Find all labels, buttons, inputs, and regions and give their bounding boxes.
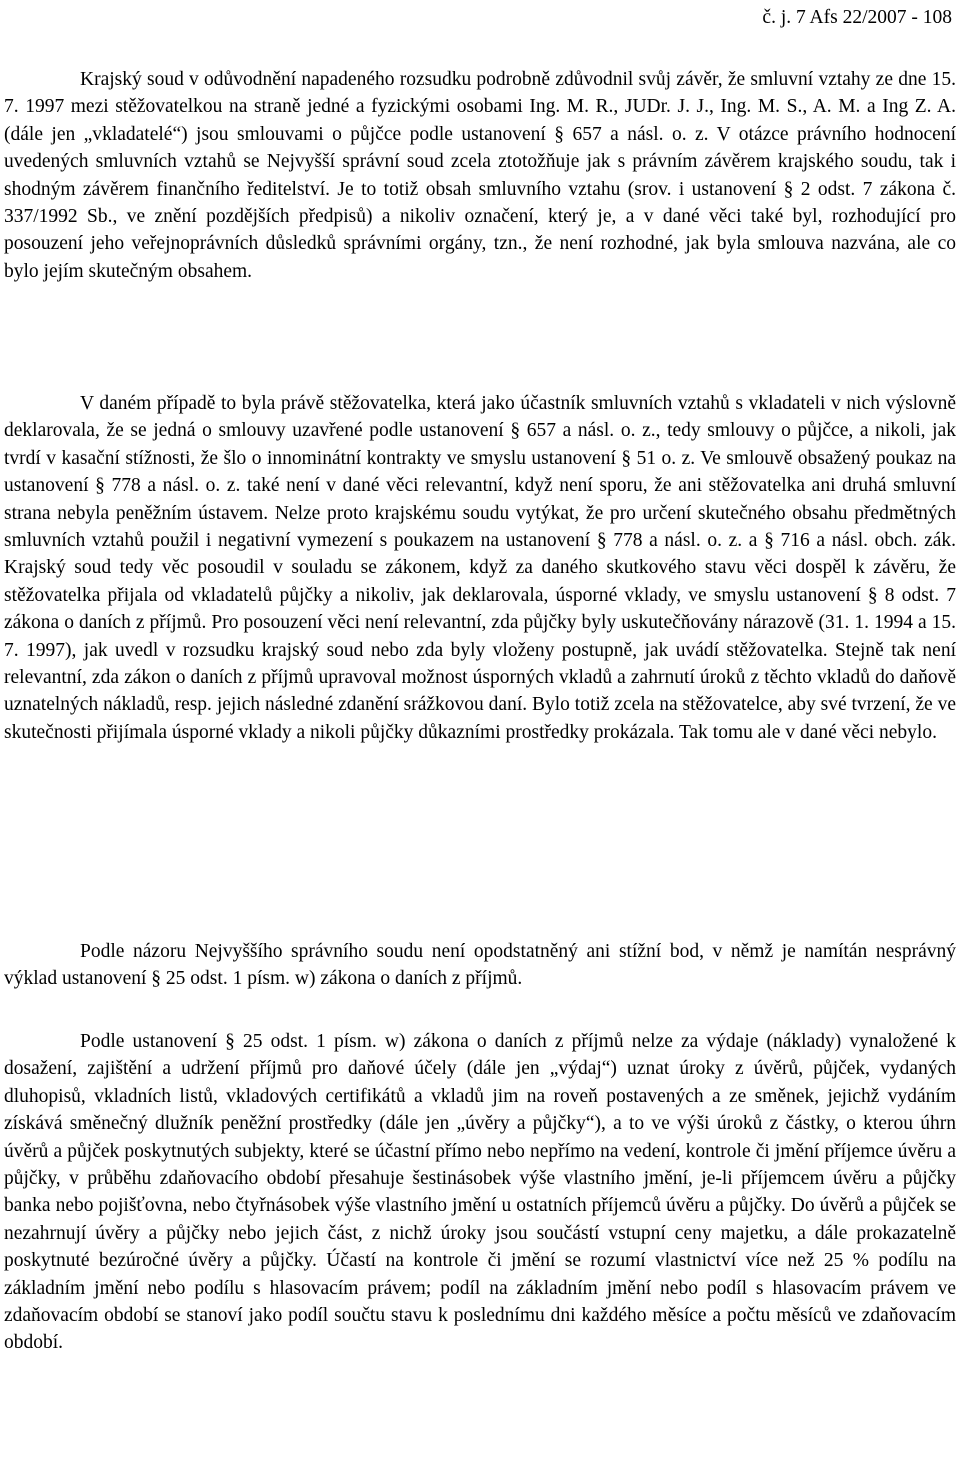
case-number-header: č. j. 7 Afs 22/2007 - 108: [762, 7, 952, 28]
paragraph-statutory-provision: Podle ustanovení § 25 odst. 1 písm. w) zákona o daních z příjmů nelze za výdaje (náklady) vynaložené k dosažení, zajištění a udržení příjmů pro daňové účely (dále jen „výdaj“) uznat úroky z úvěrů, půjček, vydaných dluhopisů, vkladních listů, vkladových certifikátů a vkladů jim na roveň postavených a ze směnek, jejichž vydáním získává směnečný dlužník peněžní prostředky (dále jen „úvěry a půjčky“), a to ve výši úroků z částky, o kterou úhrn úvěrů a půjček poskytnutých subjekty, které se účastní přímo nebo nepřímo na vedení, kontrole či jmění příjemce úvěru a půjčky, v průběhu zdaňovacího období přesahuje šestinásobek výše vlastního jmění, je-li příjemcem úvěru a půjčky banka nebo pojišťovna, nebo čtyřnásobek výše vlastního jmění u ostatních příjemců úvěru a půjčky. Do úvěrů a půjček se nezahrnují úvěry a půjčky nebo jejich část, z nichž úroky jsou součástí vstupní ceny majetku, a dále prokazatelně poskytnuté bezúročné úvěry a půjčky. Účastí na kontrole či jmění se rozumí vlastnictví více než 25 % podílu na základním jmění nebo podílu s hlasovacím právem; podíl na základním jmění nebo podíl s hlasovacím právem ve zdaňovacím období se stanoví jako podíl součtu stavu k poslednímu dni každého měsíce a počtu měsíců ve zdaňovacím období.: [4, 1031, 956, 1354]
paragraph-complaint-point: Podle názoru Nejvyššího správního soudu není opodstatněný ani stížní bod, v němž je namítán nesprávný výklad ustanovení § 25 odst. 1 písm. w) zákona o daních z příjmů.: [4, 941, 956, 990]
paragraph-loan-contracts-analysis: V daném případě to byla právě stěžovatelka, která jako účastník smluvních vztahů s vkladateli v nich výslovně deklarovala, že se jedná o smlouvy uzavřené podle ustanovení § 657 a násl. o. z., tedy smlouvy o půjčce, a nikoli, jak tvrdí v kasační stížnosti, že šlo o innominátní kontrakty ve smyslu ustanovení § 51 o. z. Ve smlouvě obsažený poukaz na ustanovení § 778 a násl. o. z. také není v dané věci relevantní, když není sporu, že ani stěžovatelka ani druhá smluvní strana nebyla peněžním ústavem. Nelze proto krajskému soudu vytýkat, že pro určení skutečného obsahu předmětných smluvních vztahů použil i negativní vymezení s poukazem na ustanovení § 778 a násl. o. z. a § 716 a násl. obch. zák. Krajský soud tedy věc posoudil v souladu se zákonem, když za daného skutkového stavu věci dospěl k závěru, že stěžovatelka přijala od vkladatelů půjčky a nikoliv, jak deklarovala, úsporné vklady, ve smyslu ustanovení § 8 odst. 7 zákona o daních z příjmů. Pro posouzení věci není relevantní, zda půjčky byly uskutečňovány nárazově (31. 1. 1994 a 15. 7. 1997), jak uvedl v rozsudku krajský soud nebo zda byly vloženy postupně, jak uvádí stěžovatelka. Stejně tak není relevantní, zda zákon o daních z příjmů upravoval možnost úsporných vkladů a zahrnutí úroků z těchto vkladů do daňově uznatelných nákladů, resp. jejich následné zdanění srážkovou daní. Bylo totiž zcela na stěžovatelce, aby své tvrzení, že ve skutečnosti přijímala úsporné vklady a nikoli půjčky důkazními prostředky prokázala. Tak tomu ale v dané věci nebylo.: [4, 393, 956, 743]
document-page: [4, 0, 956, 1460]
paragraph-regional-court-reasoning: Krajský soud v odůvodnění napadeného rozsudku podrobně zdůvodnil svůj závěr, že smluvní vztahy ze dne 15. 7. 1997 mezi stěžovatelkou na straně jedné a fyzickými osobami Ing. M. R., JUDr. J. J., Ing. M. S., A. M. a Ing Z. A. (dále jen „vkladatelé“) jsou smlouvami o půjčce podle ustanovení § 657 a násl. o. z. V otázce právního hodnocení uvedených smluvních vztahů se Nejvyšší správní soud zcela ztotožňuje jak s právním závěrem krajského soudu, tak i shodným závěrem finančního ředitelství. Je to totiž obsah smluvního vztahu (srov. i ustanovení § 2 odst. 7 zákona č. 337/1992 Sb., ve znění pozdějších předpisů) a nikoliv označení, který je, a v dané věci také byl, rozhodující pro posouzení jeho veřejnoprávních důsledků správními orgány, tzn., že není rozhodné, jak byla smlouva nazvána, ale co bylo jejím skutečným obsahem.: [4, 69, 956, 282]
